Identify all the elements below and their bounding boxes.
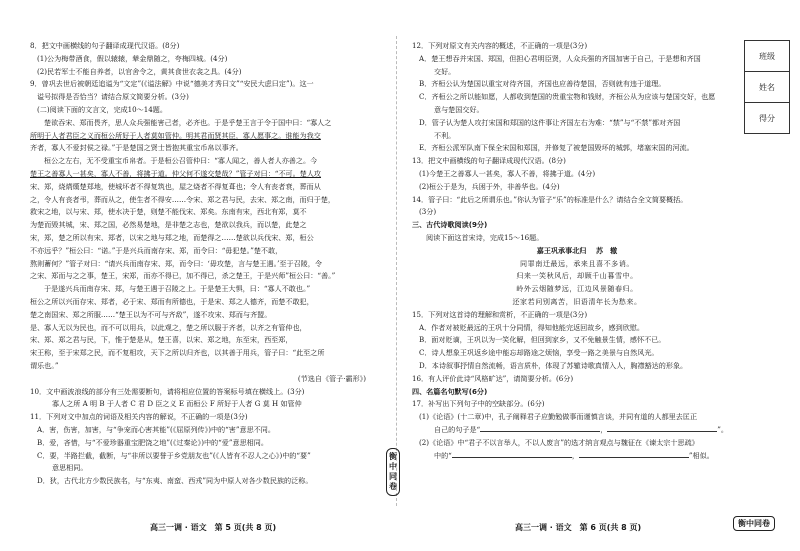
poem-line: 还家若问别离苦，旧语清年长为愁来。	[512, 296, 642, 306]
question-17-item-2-cont: 中的“ ， ”相似。	[434, 450, 714, 460]
question-11-option-b: B．爱，吝惜，与“不爱珍器重宝肥饶之地”(《过秦论》)中的“爱”意思相同。	[37, 437, 268, 447]
question-12-option-d: D．管子认为楚人攻打宋国和郑国的这件事让齐国左右为难：“禁”与“不禁”都对齐国	[419, 117, 681, 127]
question-15-option-a: A．作者对被贬最远的王巩十分同情，得知他能完返回故乡，感到欣慰。	[419, 322, 645, 332]
horizontal-stamp: 衡中同卷	[733, 516, 775, 531]
question-13-item-2: (2)桓公于是为，兵困于外，非善华也。(4分)	[419, 181, 560, 191]
passage-line: 宋，郑，楚之所以有宋、郑者，以宋之地与郑之地，而楚得之……楚欲以兵伐宋、郑，桓公	[30, 232, 314, 242]
question-17-title: 17．补写出下列句子中的空缺部分。(6分)	[412, 399, 545, 409]
poem-line: 归来一笑秋风后，却顾千山暮雪中。	[516, 271, 638, 281]
question-15-option-b: B．面对贬谪，王巩以为一笑化解，但回到家乡，又不免触景生情，感怀不已。	[419, 335, 666, 345]
passage-line: 所明于人者君臣之义而桓公所好于人者莫如管仲。明其君而贤其臣，寡人愿事之。谁能为我交	[30, 130, 321, 140]
question-12-option-c: C．齐桓公之所以能如愿，人都收到楚国的贵重宝物和钱财，齐桓公从为应该与楚国交好，也愿	[419, 92, 716, 102]
footer-page-5: 高三一调 · 语文 第 5 页(共 8 页)	[150, 523, 277, 532]
vertical-stamp: 衡中同卷	[386, 448, 400, 496]
question-9-line-1: 9．曾巩去世后被朝廷追谥为“文定”(《谥法解》中说“德美才秀曰文”“安民大虑曰定”)。这一	[30, 79, 314, 89]
question-13-title: 13．把文中画横线的句子翻译成现代汉语。(8分)	[412, 156, 566, 166]
question-11-option-c: C．要，半路拦截，截断，与“非所以要誉于乡党朋友也”(《人皆有不忍人之心》)中的“要”	[37, 450, 311, 460]
question-15-option-d: D．本诗叙事抒情自然流畅，语言质朴，体现了苏辙诗歌真情入人，胸襟豁达的形象。	[419, 360, 688, 370]
passage-line: 谓乐也。”	[30, 360, 59, 370]
question-12-option-e: E．齐桓公派军队南下保全宋国和郑国，并修复了被楚国毁坏的城郭，堵塞宋国的河流。	[419, 143, 694, 153]
question-12-option-a: A．楚王想吞并宋国、郑国，但担心君明臣贤，人众兵强的齐国加害于自己，于是想和齐国	[419, 53, 701, 63]
poem-line: 同罪南迁最远，承来且喜不多诮。	[520, 258, 634, 268]
poem-title-line	[412, 245, 742, 258]
passage-line: 宋、郑、郑之君与民，下，惟于楚是从，楚王喜，以宋、郑之地，东至宋，西至郑，	[30, 335, 293, 345]
question-9-line-2: 谥号拟得是否恰当？请结合原文简要分析。(3分)	[37, 92, 189, 102]
question-11-title: 11．下列对文中加点的词语及相关内容的解说，不正确的一项是(3分)	[30, 412, 248, 422]
question-12-title: 12．下列对原文有关内容的概述，不正确的一项是(3分)	[412, 41, 588, 50]
answer-blank[interactable]	[607, 431, 717, 432]
passage-line: 宋、郑，烧焫熯楚郑地，使城坏者不得复筑也，屋之烧者不得复葺也；令人有丧者衰，葬而从	[30, 181, 321, 191]
passage-line: 之宋、郑而与之之事，楚王，宋郑，而亦不得已，加不得已，杀之楚王，于是兴师”桓公曰：“善。”	[30, 271, 336, 281]
question-12-option-a-cont: 交好。	[434, 66, 456, 76]
question-12-option-b: B．齐桓公认为楚国以重宝对待齐国，齐国也应善待楚国，否则就有违于道理。	[419, 79, 666, 89]
question-14-line-2: (3分)	[419, 207, 437, 217]
poem-line: 岭外云烟随梦远，江边风景随春归。	[516, 284, 638, 294]
question-11-option-d: D．狄，古代北方少数民族名，与“东夷、南蛮、西戎”同为中原人对各少数民族的泛称。	[37, 476, 313, 486]
question-13-item-1: (1)今楚王之善寡人一甚矣，寡人不善，将拂于道。(4分)	[419, 168, 596, 178]
question-8-title: 8．把文中画横线的句子翻译成现代汉语。(8分)	[30, 41, 180, 50]
passage-line: 宋王称，至于宋郑之民，而不复相攻，天下之所以归齐也，以其善于用兵，管子曰：“此至之所	[30, 348, 325, 358]
question-17-item-2: (2)《论语》中“君子不以言举人，不以人废言”的选才纳言观点与魏征在《谏太宗十思疏》	[419, 437, 699, 447]
question-12-option-d-cont: 不利。	[434, 130, 456, 140]
question-15-title: 15．下列对这首诗的理解和赏析，不正确的一项是(3分)	[412, 309, 588, 319]
question-17-item-1: (1)《论语》(十二章)中，孔子阐释君子应勤勉做事而谨慎言谈，并同有道的人都里去匡正	[419, 412, 698, 422]
question-15-option-c: C．诗人想象王巩返乡途中能忘却路途之烦恼，享受一路之美景与自然风光。	[419, 348, 659, 358]
question-17-item-1-cont: 自己的句子是“ ， ”。	[434, 424, 729, 434]
passage-line: 救宋之地，以与宋、郑，使水决于楚，则楚不能伐宋、郑矣。东南有宋，西北有郑，莫不	[30, 207, 307, 217]
page-divider	[396, 36, 397, 506]
question-10-title: 10．文中画波浪线的部分有三处需要断句，请将相应位置的答案标号填在横线上。(3分)	[30, 386, 305, 396]
passage-line: 桓公之所以兴而存宋、郑者，必于宋、郑而有所德也，于是宋、郑之人德齐，而楚不敢犯，	[30, 296, 314, 306]
question-14-line-1: 14．管子曰：“此后之所谓乐也。”你认为管子“乐”的标准是什么？请结合全文简要概括。	[412, 194, 688, 204]
passage-line: 桓公之左右，无不受重宝币帛者。于是桓公召管仲曰：“寡人闻之，善人者人亦善之。今	[44, 156, 318, 166]
passage-line: 楚之南国宋、郑之所服……“楚王以为不可与齐敌”，遂不攻宋、郑而与齐盟。	[30, 309, 272, 319]
footer-page-6: 高三一调 · 语文 第 6 页(共 8 页)	[515, 523, 642, 532]
name-field[interactable]: 姓名	[745, 72, 789, 103]
section-3-heading: 三、古代诗歌阅读(9分)	[412, 220, 488, 230]
section-4-heading: 四、名篇名句默写(6分)	[412, 386, 488, 396]
passage-line: 于是遂兴兵而南存宋、郑，与楚王遇于召陵之上。于是楚王大惧，曰：“寡人不敢也。”	[44, 284, 311, 294]
question-11-option-c-cont: 意思相同。	[52, 463, 88, 473]
section-3-intro: 阅读下面这首宋诗，完成15～16题。	[426, 232, 544, 242]
answer-blank[interactable]	[452, 457, 572, 458]
passage-line: 是、寡人无以为民也，而不可以用兵，以此观之，楚之所以服于齐者，以齐之有管仲也，	[30, 322, 307, 332]
question-12-option-c-cont: 意与楚国交好。	[434, 104, 484, 114]
passage-line: 齐者，寡人不爱封侯之禄。”于是楚国之贤士皆抱其重宝币帛以事齐。	[30, 143, 243, 153]
class-field[interactable]: 班级	[745, 41, 789, 72]
question-8-item-2: (2)民若军士不能自养者，以官舍令之，黄其食世衣衾之具。(4分)	[37, 66, 242, 76]
passage-line: 楚欲吞宋、郑而畏齐，思人众兵强能害己者，必齐也。于是乎楚王言于令于国中曰：“寡人之	[44, 117, 332, 127]
passage-line: 为楚而毁其城，宋、郑之国，必然易楚地，是非楚之志也，楚欲以我兵，而以楚，此楚之	[30, 220, 307, 230]
poem-title: 嘉王巩承事北归	[536, 245, 587, 255]
question-16: 16．有人评价此诗“风格旷达”，请简要分析。(6分)	[412, 373, 574, 383]
passage-line: 楚王之善寡人一甚矣，寡人不善，将拂于道。仲父何不遂交楚哉？”管子对曰：“不可。楚人攻	[30, 168, 322, 178]
right-column	[412, 40, 742, 462]
passage-line: 不亦远乎？”桓公曰：“诺。”于是兴兵而南存宋、郑，而令曰：“毋犯楚。”楚不敢，	[30, 245, 283, 255]
passage-source: (节选自《管子·霸形》)	[297, 373, 366, 383]
passage-line: 之，令人有丧者弔，葬而从之，使生者不得安……令宋、郑之君与民，去宋、郑之南，而归于楚，	[30, 194, 336, 204]
question-11-option-a: A．害，伤害，加害，与“争宠而心害其能”(《屈原列传》)中的“害”意思不同。	[37, 424, 275, 434]
question-8-item-1: (1)公为梅带酒食，假以辕辕，辇金鼎随之，夸梅四城。(4分)	[37, 53, 228, 63]
answer-blank[interactable]	[480, 431, 600, 432]
question-10-sentence: 寡人之所 A 明 B 于人者 C 君 D 臣之义 E 而桓公 F 所好于人者 G 莫 H 如管仲	[52, 399, 302, 409]
score-field[interactable]: 得分	[759, 113, 775, 123]
answer-blank[interactable]	[579, 457, 689, 458]
left-column	[30, 40, 380, 488]
section-2-heading: (二)阅读下面的文言文，完成10～14题。	[37, 104, 167, 114]
student-info-box	[744, 40, 790, 134]
poem-author: 苏 辙	[595, 245, 618, 255]
passage-line: 熬则蓄何？”管子对曰：“请兴兵而南存宋、郑，而令曰：‘毋攻楚，言与楚王遇。’至于召陵，令	[30, 258, 322, 268]
